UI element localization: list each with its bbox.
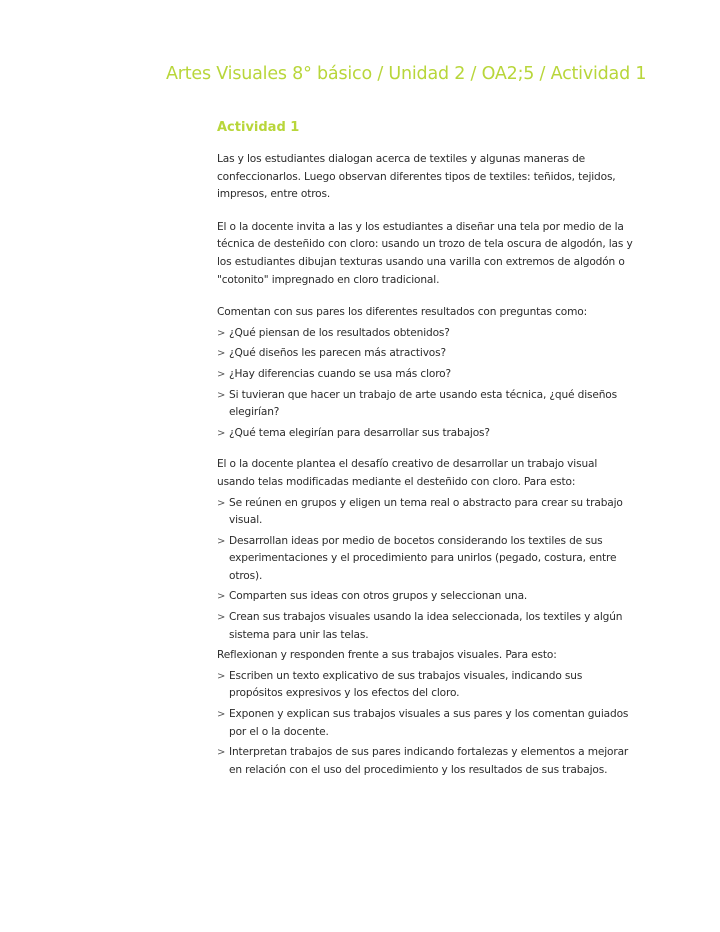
list-item (217, 425, 637, 443)
list-item-text: Crean sus trabajos visuales usando la idea seleccionada, los textiles y algún sistema para unir las telas. (229, 611, 623, 641)
technique-paragraph: El o la docente invita a las y los estudiantes a diseñar una tela por medio de la técnica de desteñido con cloro: usando un trozo de tela oscura de algodón, las y los estudiantes dibujan texturas usando una varilla con extremos de algodón o "cotonito" impregnado en cloro tradicional. (217, 220, 633, 286)
list-item (217, 533, 637, 586)
list-item (217, 345, 637, 363)
list-item (217, 706, 637, 741)
list-item-text: Exponen y explican sus trabajos visuales a sus pares y los comentan guiados por el o la docente. (229, 708, 629, 738)
challenge-step-list (217, 495, 637, 645)
list-item (217, 366, 637, 384)
list-item (217, 744, 637, 779)
list-item-text: Escriben un texto explicativo de sus trabajos visuales, indicando sus propósitos expresivos y los efectos del cloro. (229, 669, 583, 700)
list-item (217, 668, 637, 703)
list-item-text: ¿Qué piensan de los resultados obtenidos? (229, 326, 450, 339)
chevron-right-icon: > (217, 368, 226, 380)
discussion-lead: Comentan con sus pares los diferentes resultados con preguntas como: (217, 306, 588, 319)
challenge-lead: El o la docente plantea el desafío creativo de desarrollar un trabajo visual usando telas modificadas mediante el desteñido con cloro. Para esto: (217, 458, 598, 488)
reflection-step-list (217, 668, 637, 780)
list-item-text: Si tuvieran que hacer un trabajo de arte usando esta técnica, ¿qué diseños elegirían? (229, 388, 617, 419)
list-item (217, 387, 637, 422)
chevron-right-icon: > (217, 612, 226, 624)
list-item-text: Interpretan trabajos de sus pares indicando fortalezas y elementos a mejorar en relación con el uso del procedimiento y los resultados de sus trabajos. (229, 746, 629, 776)
list-item (217, 609, 637, 644)
intro-paragraph: Las y los estudiantes dialogan acerca de textiles y algunas maneras de confeccionarlos. Luego observan diferentes tipos de textiles: teñidos, tejidos, impresos, entre otros. (217, 153, 616, 201)
list-item-text: ¿Hay diferencias cuando se usa más cloro? (229, 367, 451, 380)
chevron-right-icon: > (217, 389, 226, 401)
chevron-right-icon: > (217, 427, 226, 439)
list-item-text: ¿Qué tema elegirían para desarrollar sus trabajos? (229, 426, 490, 439)
chevron-right-icon: > (217, 591, 226, 603)
list-item-text: Desarrollan ideas por medio de bocetos considerando los textiles de sus experimentaciones y el procedimiento para unirlos (pegado, costura, entre otros). (229, 534, 617, 582)
list-item-text: ¿Qué diseños les parecen más atractivos? (229, 347, 446, 360)
chevron-right-icon: > (217, 747, 226, 759)
list-item-text: Se reúnen en grupos y eligen un tema real o abstracto para crear su trabajo visual. (229, 496, 623, 527)
chevron-right-icon: > (217, 709, 226, 721)
chevron-right-icon: > (217, 497, 226, 509)
list-item-text: Comparten sus ideas con otros grupos y seleccionan una. (229, 590, 528, 603)
list-item (217, 325, 637, 343)
chevron-right-icon: > (217, 535, 226, 547)
chevron-right-icon: > (217, 670, 226, 682)
reflection-lead: Reflexionan y responden frente a sus trabajos visuales. Para esto: (217, 649, 557, 662)
activity-heading: Actividad 1 (217, 120, 300, 135)
list-item (217, 588, 637, 606)
page-title: Artes Visuales 8° básico / Unidad 2 / OA2;5 / Actividad 1 (166, 64, 647, 84)
chevron-right-icon: > (217, 348, 226, 360)
discussion-question-list (217, 325, 637, 443)
chevron-right-icon: > (217, 327, 226, 339)
list-item (217, 495, 637, 530)
activity-content (217, 118, 637, 793)
